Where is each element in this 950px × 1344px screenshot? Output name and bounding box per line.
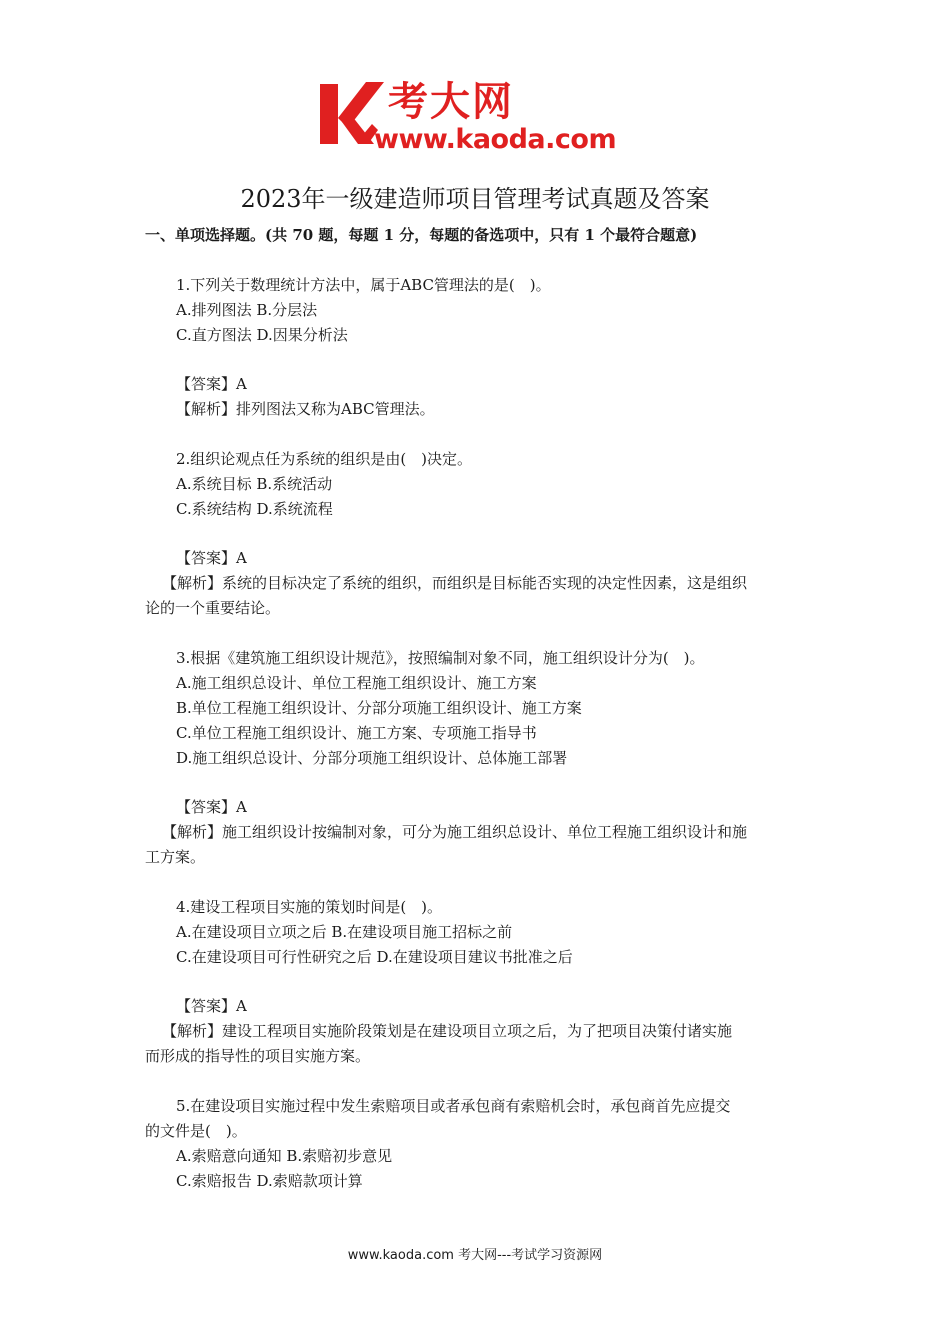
page-title: 2023年一级建造师项目管理考试真题及答案 — [240, 185, 710, 213]
page-footer: www.kaoda.com 考大网---考试学习资源网 — [347, 1248, 603, 1263]
logo-url-text: www.kaoda.com — [374, 124, 617, 155]
question-2-explanation: 【解析】系统的目标决定了系统的组织，而组织是目标能否实现的决定性因素，这是组织 — [162, 574, 748, 592]
question-1-options-ab: A.排列图法 B.分层法 — [176, 301, 318, 319]
section-heading: 一、单项选择题。(共 70 题，每题 1 分，每题的备选项中，只有 1 个最符合题意) — [145, 226, 698, 244]
question-4-options-ab: A.在建设项目立项之后 B.在建设项目施工招标之前 — [176, 923, 513, 941]
question-1-options-cd: C.直方图法 D.因果分析法 — [176, 326, 348, 344]
question-3-option-d: D.施工组织总设计、分部分项施工组织设计、总体施工部署 — [176, 749, 568, 767]
question-3-stem: 3.根据《建筑施工组织设计规范》，按照编制对象不同，施工组织设计分为( )。 — [176, 649, 705, 667]
question-5-options-cd: C.索赔报告 D.索赔款项计算 — [176, 1172, 363, 1190]
question-1-stem: 1.下列关于数理统计方法中，属于ABC管理法的是( )。 — [176, 276, 551, 294]
kaoda-logo — [318, 78, 648, 160]
question-2-options-ab: A.系统目标 B.系统活动 — [176, 475, 333, 493]
question-4-explanation: 【解析】建设工程项目实施阶段策划是在建设项目立项之后，为了把项目决策付诸实施 — [162, 1022, 733, 1040]
question-2-explanation-cont: 论的一个重要结论。 — [145, 599, 281, 617]
question-2-options-cd: C.系统结构 D.系统流程 — [176, 500, 333, 518]
question-4-answer: 【答案】A — [176, 997, 247, 1015]
question-1-explanation: 【解析】排列图法又称为ABC管理法。 — [176, 400, 435, 418]
question-2-answer: 【答案】A — [176, 549, 247, 567]
question-1-answer: 【答案】A — [176, 375, 247, 393]
question-2-stem: 2.组织论观点任为系统的组织是由( )决定。 — [176, 450, 473, 468]
question-3-explanation-cont: 工方案。 — [145, 848, 206, 866]
question-3-option-b: B.单位工程施工组织设计、分部分项施工组织设计、施工方案 — [176, 699, 582, 717]
question-4-options-cd: C.在建设项目可行性研究之后 D.在建设项目建议书批准之后 — [176, 948, 573, 966]
question-4-explanation-cont: 而形成的指导性的项目实施方案。 — [145, 1047, 371, 1065]
question-5-options-ab: A.索赔意向通知 B.索赔初步意见 — [176, 1147, 393, 1165]
question-5-stem: 5.在建设项目实施过程中发生索赔项目或者承包商有索赔机会时，承包商首先应提交 — [176, 1097, 731, 1115]
question-4-stem: 4.建设工程项目实施的策划时间是( )。 — [176, 898, 443, 916]
question-3-option-c: C.单位工程施工组织设计、施工方案、专项施工指导书 — [176, 724, 537, 742]
question-3-option-a: A.施工组织总设计、单位工程施工组织设计、施工方案 — [176, 674, 537, 692]
logo-chinese-text: 考大网 — [388, 79, 514, 125]
question-5-stem-cont: 的文件是( )。 — [145, 1122, 247, 1140]
question-3-answer: 【答案】A — [176, 798, 247, 816]
question-3-explanation: 【解析】施工组织设计按编制对象，可分为施工组织总设计、单位工程施工组织设计和施 — [162, 823, 748, 841]
